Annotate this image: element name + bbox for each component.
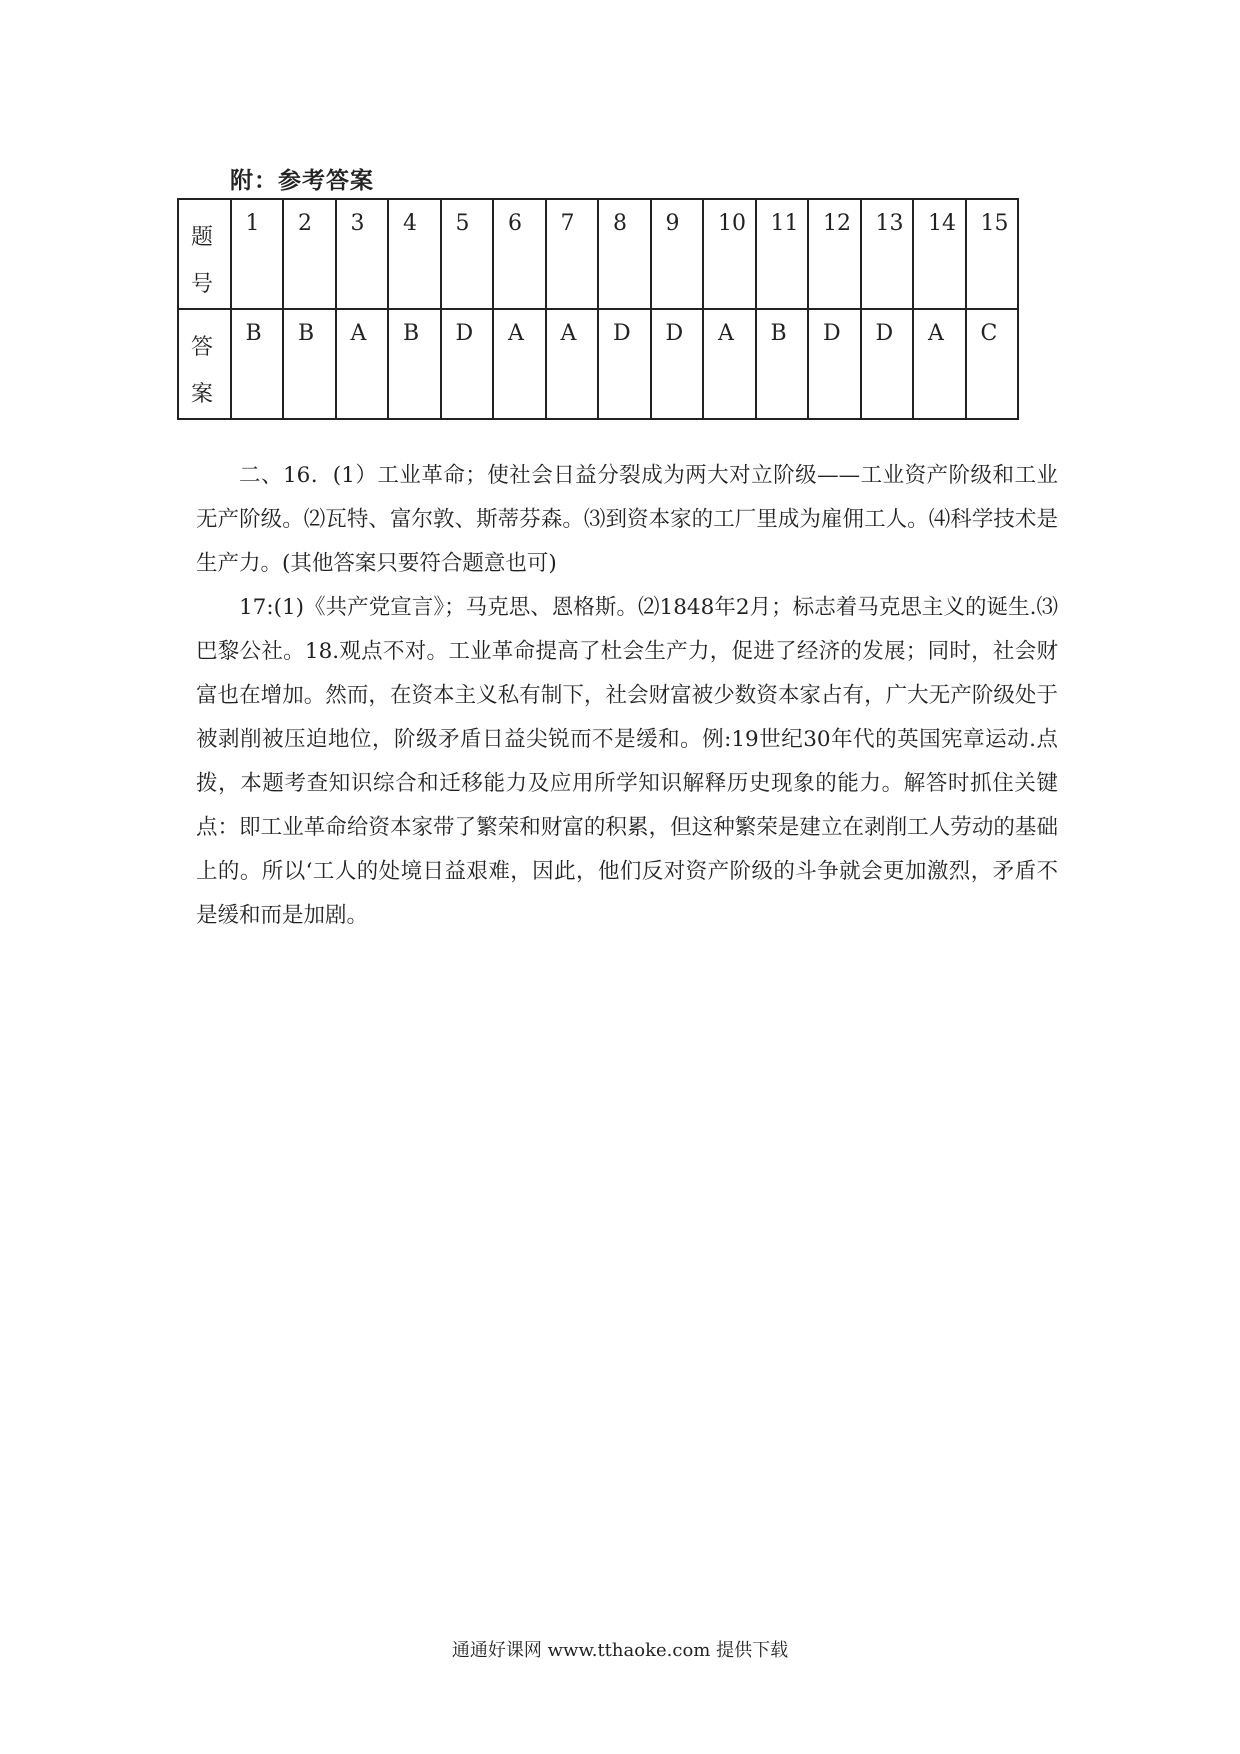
answer-cell: D xyxy=(808,309,861,419)
answer-cell: D xyxy=(441,309,494,419)
answer-cell: B xyxy=(756,309,809,419)
row-header-char: 题 xyxy=(191,225,214,250)
question-number-cell: 7 xyxy=(546,199,599,309)
question-number-cell: 14 xyxy=(913,199,966,309)
question-number-cell: 9 xyxy=(651,199,704,309)
answer-cell: B xyxy=(283,309,336,419)
question-number-cell: 8 xyxy=(598,199,651,309)
row-header-char: 答 xyxy=(191,335,214,360)
answer-cell: A xyxy=(913,309,966,419)
answer-paragraph-17-18: 17:(1)《共产党宣言》；马克思、恩格斯。⑵1848年2月；标志着马克思主义的诞生.⑶巴黎公社。18.观点不对。工业革命提高了杜会生产力，促进了经济的发展；同时，社会财富也在增加。然而，在资本主义私有制下，社会财富被少数资本家占有，广大无产阶级处于被剥削被压迫地位，阶级矛盾日益尖锐而不是缓和。例:19世纪30年代的英国宪章运动.点拨，本题考查知识综合和迁移能力及应用所学知识解释历史现象的能力。解答时抓住关键点：即工业革命给资本家带了繁荣和财富的积累，但这种繁荣是建立在剥削工人劳动的基础上的。所以‘工人的处境日益艰难，因此，他们反对资产阶级的斗争就会更加激烈，矛盾不是缓和而是加剧。 xyxy=(196,595,1058,928)
question-number-cell: 10 xyxy=(703,199,756,309)
answer-cell: B xyxy=(231,309,284,419)
question-number-cell: 13 xyxy=(861,199,914,309)
question-number-cell: 1 xyxy=(231,199,284,309)
question-number-cell: 6 xyxy=(493,199,546,309)
answer-cell: A xyxy=(546,309,599,419)
answer-paragraph-16: 二、16．(1）工业革命；使社会日益分裂成为两大对立阶级——工业资产阶级和工业无产阶级。⑵瓦特、富尔敦、斯蒂芬森。⑶到资本家的工厂里成为雇佣工人。⑷科学技术是生产力。(其他答案只要符合题意也可) xyxy=(196,463,1058,576)
question-number-row xyxy=(178,199,1018,309)
answer-cell: D xyxy=(651,309,704,419)
question-number-cell: 15 xyxy=(966,199,1019,309)
question-number-cell: 11 xyxy=(756,199,809,309)
section-title: 附：参考答案 xyxy=(230,168,374,194)
question-number-cell: 3 xyxy=(336,199,389,309)
answer-explanations xyxy=(196,454,1058,938)
answer-cell: B xyxy=(388,309,441,419)
page-footer: 通通好课网 www.tthaoke.com 提供下载 xyxy=(451,1640,789,1661)
question-number-cell: 4 xyxy=(388,199,441,309)
row-header-answer xyxy=(178,309,231,419)
answer-cell: D xyxy=(861,309,914,419)
answer-cell: A xyxy=(703,309,756,419)
answer-cell: A xyxy=(336,309,389,419)
question-number-cell: 12 xyxy=(808,199,861,309)
question-number-cell: 2 xyxy=(283,199,336,309)
answer-cell: D xyxy=(598,309,651,419)
row-header-question-number xyxy=(178,199,231,309)
answer-cell: C xyxy=(966,309,1019,419)
answer-table xyxy=(177,198,1019,420)
answer-row xyxy=(178,309,1018,419)
question-number-cell: 5 xyxy=(441,199,494,309)
row-header-char: 案 xyxy=(191,382,214,407)
row-header-char: 号 xyxy=(191,272,214,297)
answer-cell: A xyxy=(493,309,546,419)
